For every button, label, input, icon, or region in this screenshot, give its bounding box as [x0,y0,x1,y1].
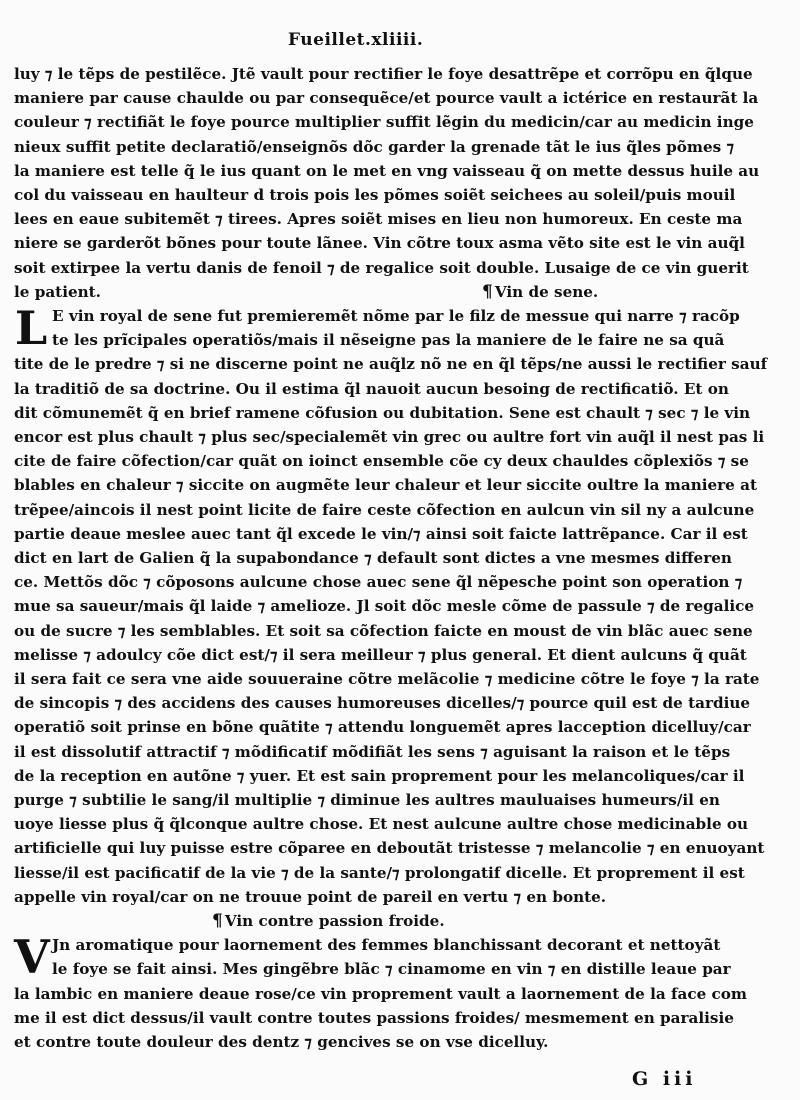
text-line: melisse ⁊ adoulcy cõe dict est/⁊ il sera meilleur ⁊ plus general. Et dient aulcuns q̃ quãt [14,645,747,664]
drop-capital: L [14,301,48,356]
text-line: niere se garderõt bõnes pour toute lãnee. Vin cõtre toux asma vẽto site est le vin auq̃l [14,234,745,253]
main-text [14,62,774,1054]
section-heading-vin-de-sene [482,280,598,304]
heading-line-2 [14,909,774,933]
section-heading-vin-contre-passion-froide [212,909,445,933]
text-line: appelle vin royal/car on ne trouue point de pareil en vertu ⁊ en bonte. [14,887,607,906]
text-line: mue sa saueur/mais q̃l laide ⁊ amelioze. Jl soit dõc mesle cõme de passule ⁊ de regalice [14,597,755,616]
text-line: E vin royal de sene fut premieremẽt nõme par le filz de messue qui narre ⁊ racõp [52,307,740,326]
text-line: couleur ⁊ rectifiãt le foye pource multiplier suffit lẽgin du medicin/car au medicin inge [14,113,754,132]
text-line: partie deaue meslee auec tant q̃l excede le vin/⁊ ainsi soit faicte lattrẽpance. Car il est [14,524,748,543]
text-line: de sincopis ⁊ des accidens des causes humoreuses dicelles/⁊ pource quil est de tardiue [14,694,751,713]
pilcrow-icon: ¶ [212,911,223,932]
heading-line-1 [14,280,774,304]
text-line: tite de le predre ⁊ si ne discerne point ne auq̃lz nõ ne en q̃l tẽps/ne aussi le rectifier sauf [14,355,768,374]
text-line: dit cõmunemẽt q̃ en brief ramene cõfusion ou dubitation. Sene est chault ⁊ sec ⁊ le vin [14,403,751,422]
text-line: lees en eaue subitemẽt ⁊ tirees. Apres soiẽt mises en lieu non humoreux. En ceste ma [14,210,743,229]
text-line: ce. Mettõs dõc ⁊ cõposons aulcune chose auec sene q̃l nẽpesche point son operation ⁊ [14,573,743,592]
drop-capital: V [14,930,50,985]
text-line: la lambic en maniere deaue rose/ce vin proprement vault a laornement de la face com [14,984,747,1003]
folio-header: Fueillet.xliiii. [288,30,424,50]
text-line: luy ⁊ le tẽps de pestilẽce. Jtẽ vault pour rectifier le foye desattrẽpe et corrõpu en q̃lque [14,65,753,83]
text-line: col du vaisseau en haulteur d trois pois les põmes soiẽt seichees au soleil/puis mouil [14,186,736,205]
text-line: le patient. [14,282,101,301]
text-line: liesse/il est pacificatif de la vie ⁊ de la sante/⁊ prolongatif dicelle. Et proprement il est [14,863,745,882]
text-line: dict en lart de Galien q̃ la supabondance ⁊ default sont dictes a vne mesmes differen [14,549,732,568]
paragraph-1 [14,62,774,304]
text-line: la traditiõ de sa doctrine. Ou il estima q̃l nauoit aucun besoing de rectificatiõ. Et on [14,379,729,398]
text-line: de la reception en autõne ⁊ yuer. Et est sain proprement pour les melancoliques/car il [14,766,745,785]
text-line: il est dissolutif attractif ⁊ mõdificatif mõdifiãt les sens ⁊ aguisant la raison et le tẽps [14,742,731,761]
text-line: me il est dict dessus/il vault contre toutes passions froides/ mesmement en paralisie [14,1008,734,1027]
paragraph-2 [14,301,774,933]
signature-mark: G iii [632,1068,697,1090]
text-line: te les prĩcipales operatiõs/mais il nẽseigne pas la maniere de le faire ne sa quã [52,331,725,350]
text-line: operatiõ soit prinse en bõne quãtite ⁊ attendu longuemẽt apres lacception dicelluy/car [14,718,751,737]
text-line: encor est plus chault ⁊ plus sec/specialemẽt vin grec ou aultre fort vin auq̃l il nest pas li [14,428,765,447]
text-line: maniere par cause chaulde ou par consequẽce/et pource vault a ictérice en restaurãt la [14,89,759,108]
text-line: et contre toute douleur des dentz ⁊ gencives se on vse dicelluy. [14,1033,549,1052]
text-line: la maniere est telle q̃ le ius quant on le met en vng vaisseau q̃ on mette dessus huile au [14,161,760,180]
text-line: Jn aromatique pour laornement des femmes blanchissant decorant et nettoyãt [52,936,721,955]
text-line: cite de faire cõfection/car quãt on ioinct ensemble cõe cy deux chauldes cõplexiõs ⁊ se [14,452,749,471]
text-line: artificielle qui luy puisse estre cõparee en deboutãt tristesse ⁊ melancolie ⁊ en enuoyant [14,839,765,858]
heading-text: Vin contre passion froide. [224,912,445,931]
text-line: ou de sucre ⁊ les semblables. Et soit sa cõfection faicte en moust de vin blãc auec sene [14,621,753,640]
text-line: trẽpee/aincois il nest point licite de faire ceste cõfection en aulcun vin sil ny a aulcune [14,500,755,519]
text-line: il sera fait ce sera vne aide souueraine cõtre melãcolie ⁊ medicine cõtre le foye ⁊ la rate [14,670,760,689]
text-line: nieux suffit petite declaratiõ/enseignõs dõc garder la grenade tãt le ius q̃les põmes ⁊ [14,137,735,156]
text-line: le foye se fait ainsi. Mes gingẽbre blãc ⁊ cinamome en vin ⁊ en distille leaue par [52,960,731,979]
heading-text: Vin de sene. [494,282,599,301]
pilcrow-icon: ¶ [482,281,493,302]
text-line: blables en chaleur ⁊ siccite on augmẽte leur chaleur et leur siccite oultre la maniere at [14,476,757,495]
text-line: soit extirpee la vertu danis de fenoil ⁊ de regalice soit double. Lusaige de ce vin guerit [14,258,749,277]
text-line: uoye liesse plus q̃ q̃lconque aultre chose. Et nest aulcune aultre chose medicinable ou [14,815,749,834]
paragraph-3 [14,930,774,1054]
text-line: purge ⁊ subtilie le sang/il multiplie ⁊ diminue les aultres mauluaises humeurs/il en [14,791,720,810]
